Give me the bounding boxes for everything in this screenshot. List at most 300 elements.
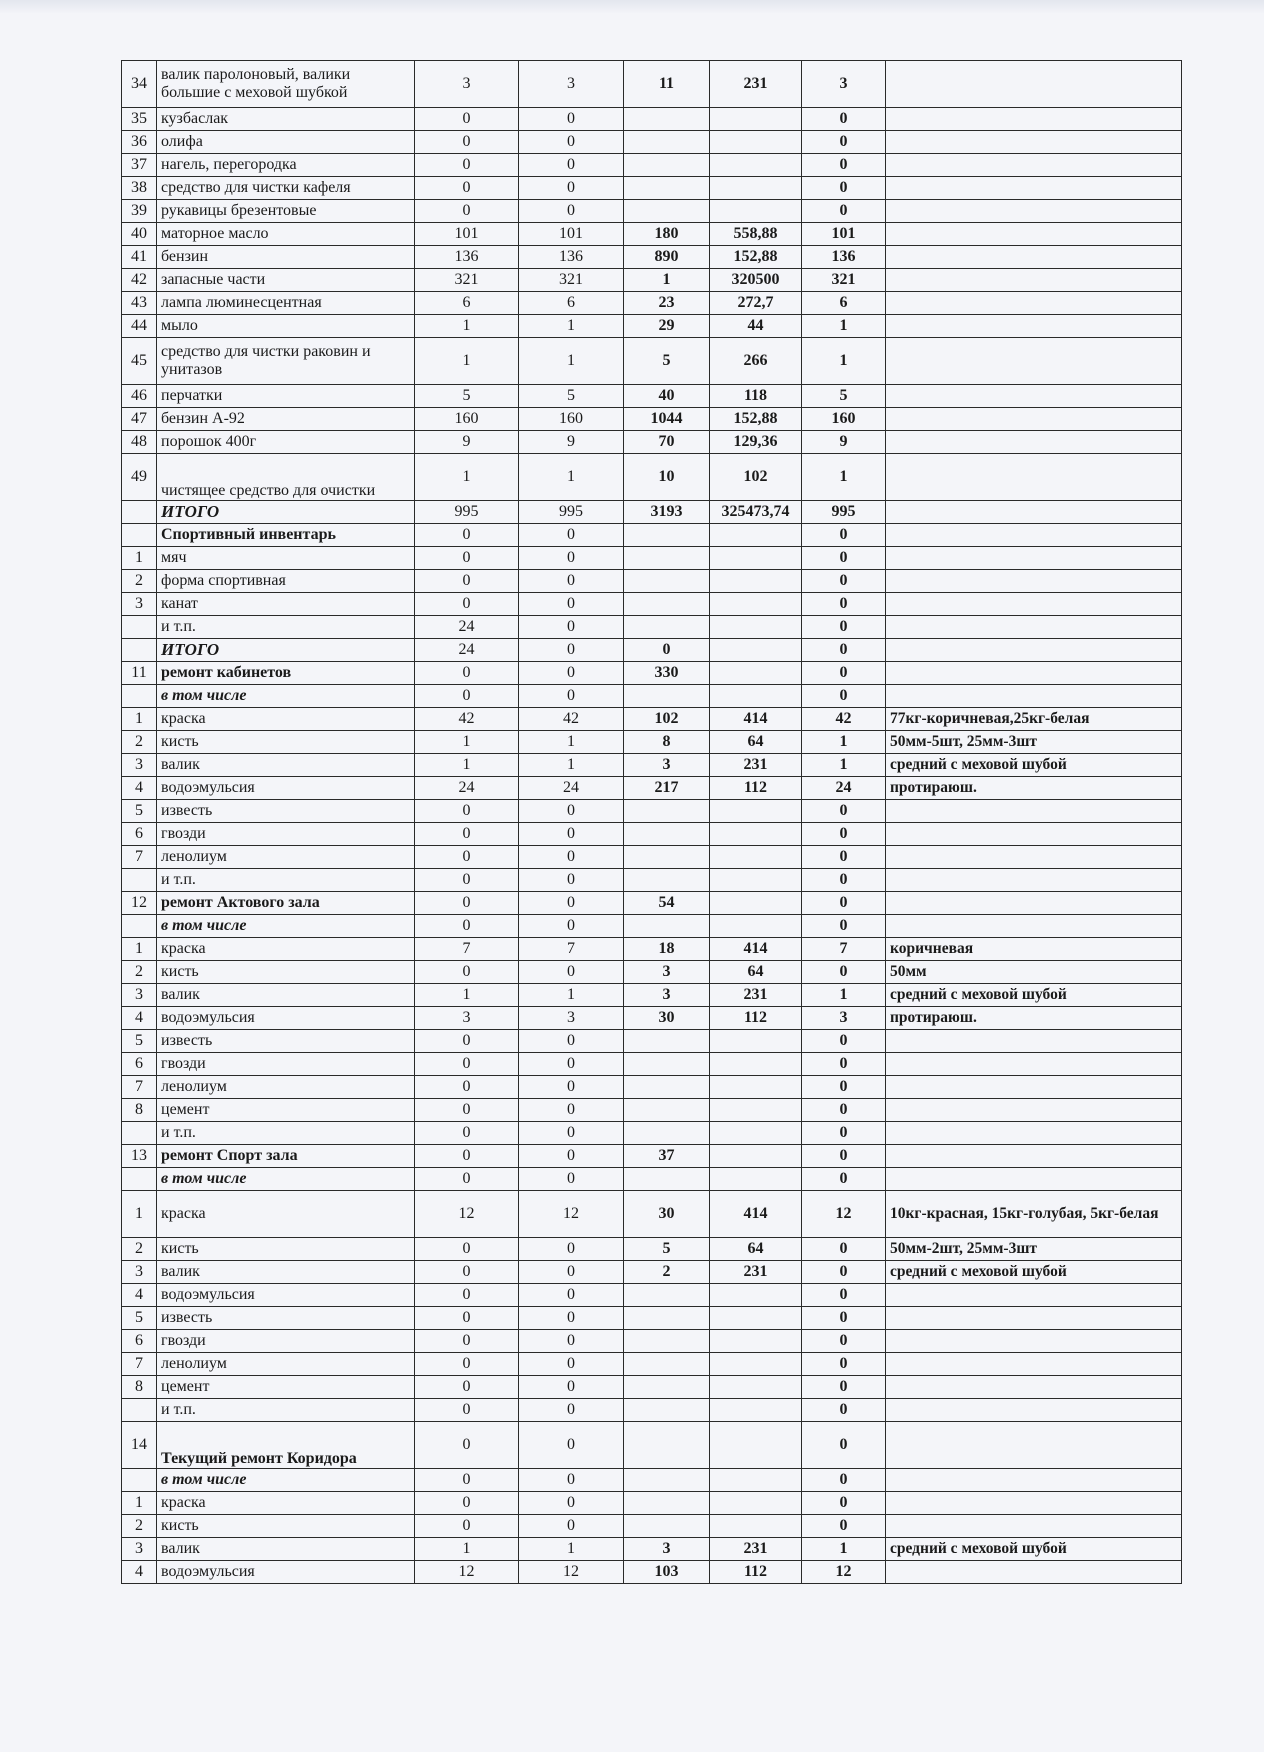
price-cell: 231	[710, 984, 802, 1007]
note-cell	[886, 108, 1182, 131]
row-number-cell: 8	[122, 1099, 157, 1122]
qty-2-cell: 0	[519, 154, 624, 177]
amount-cell	[624, 616, 710, 639]
table-row	[122, 1030, 1182, 1053]
amount-cell: 3193	[624, 501, 710, 524]
note-cell	[886, 1284, 1182, 1307]
result-cell: 3	[802, 61, 886, 108]
table-row	[122, 593, 1182, 616]
result-cell: 1	[802, 754, 886, 777]
table-row	[122, 938, 1182, 961]
result-cell: 136	[802, 246, 886, 269]
item-name-cell: гвозди	[157, 1330, 415, 1353]
amount-cell: 217	[624, 777, 710, 800]
subheader-row	[122, 915, 1182, 938]
price-cell: 320500	[710, 269, 802, 292]
table-row	[122, 108, 1182, 131]
table-row	[122, 246, 1182, 269]
price-cell: 112	[710, 777, 802, 800]
qty-cell: 6	[415, 292, 519, 315]
qty-2-cell: 1	[519, 338, 624, 385]
item-name-cell: валик	[157, 984, 415, 1007]
qty-cell: 0	[415, 108, 519, 131]
amount-cell	[624, 1284, 710, 1307]
table-row	[122, 869, 1182, 892]
result-cell: 0	[802, 108, 886, 131]
qty-cell: 0	[415, 547, 519, 570]
note-cell	[886, 1561, 1182, 1584]
item-name-cell: ленолиум	[157, 1076, 415, 1099]
note-cell: средний с меховой шубой	[886, 754, 1182, 777]
price-cell	[710, 869, 802, 892]
qty-2-cell: 0	[519, 1053, 624, 1076]
note-cell	[886, 246, 1182, 269]
result-cell: 1	[802, 1538, 886, 1561]
result-cell: 12	[802, 1191, 886, 1238]
price-cell	[710, 200, 802, 223]
qty-cell: 7	[415, 938, 519, 961]
result-cell: 6	[802, 292, 886, 315]
note-cell	[886, 869, 1182, 892]
note-cell	[886, 846, 1182, 869]
price-cell: 112	[710, 1561, 802, 1584]
inventory-table	[121, 60, 1182, 1584]
note-cell	[886, 1307, 1182, 1330]
result-cell: 101	[802, 223, 886, 246]
row-number-cell: 1	[122, 1492, 157, 1515]
qty-2-cell: 0	[519, 570, 624, 593]
price-cell: 414	[710, 708, 802, 731]
price-cell: 414	[710, 1191, 802, 1238]
table-row	[122, 1376, 1182, 1399]
item-name-cell: известь	[157, 1307, 415, 1330]
table-row	[122, 800, 1182, 823]
section-row	[122, 524, 1182, 547]
qty-cell: 24	[415, 616, 519, 639]
row-number-cell: 1	[122, 547, 157, 570]
table-row	[122, 754, 1182, 777]
row-number-cell: 3	[122, 1261, 157, 1284]
note-cell	[886, 223, 1182, 246]
qty-cell: 1	[415, 754, 519, 777]
qty-cell: 1	[415, 984, 519, 1007]
amount-cell	[624, 869, 710, 892]
table-row	[122, 1099, 1182, 1122]
table-row	[122, 177, 1182, 200]
note-cell	[886, 1030, 1182, 1053]
row-number-cell: 8	[122, 1376, 157, 1399]
qty-cell: 0	[415, 1469, 519, 1492]
result-cell: 0	[802, 1307, 886, 1330]
qty-2-cell: 0	[519, 1469, 624, 1492]
qty-2-cell: 0	[519, 1399, 624, 1422]
note-cell	[886, 501, 1182, 524]
note-cell	[886, 547, 1182, 570]
qty-2-cell: 12	[519, 1191, 624, 1238]
row-number-cell	[122, 639, 157, 662]
result-cell: 0	[802, 1422, 886, 1469]
item-name-cell: ИТОГО	[157, 639, 415, 662]
qty-cell: 0	[415, 524, 519, 547]
item-name-cell: гвозди	[157, 823, 415, 846]
amount-cell	[624, 685, 710, 708]
item-name-cell: краска	[157, 708, 415, 731]
price-cell	[710, 1399, 802, 1422]
table-row	[122, 1053, 1182, 1076]
qty-cell: 42	[415, 708, 519, 731]
amount-cell: 3	[624, 754, 710, 777]
total-row	[122, 501, 1182, 524]
note-cell	[886, 61, 1182, 108]
item-name-cell: форма спортивная	[157, 570, 415, 593]
table-row	[122, 846, 1182, 869]
qty-2-cell: 0	[519, 1145, 624, 1168]
result-cell: 0	[802, 685, 886, 708]
item-name-cell: кисть	[157, 961, 415, 984]
note-cell	[886, 454, 1182, 501]
qty-cell: 1	[415, 731, 519, 754]
table-row	[122, 777, 1182, 800]
item-name-cell: Текущий ремонт Коридора	[157, 1422, 415, 1469]
note-cell	[886, 131, 1182, 154]
qty-cell: 1	[415, 315, 519, 338]
result-cell: 0	[802, 1469, 886, 1492]
row-number-cell: 4	[122, 777, 157, 800]
row-number-cell: 37	[122, 154, 157, 177]
item-name-cell: нагель, перегородка	[157, 154, 415, 177]
result-cell: 0	[802, 524, 886, 547]
result-cell: 0	[802, 547, 886, 570]
qty-cell: 0	[415, 662, 519, 685]
note-cell: средний с меховой шубой	[886, 1261, 1182, 1284]
price-cell	[710, 1469, 802, 1492]
item-name-cell: чистящее средство для очистки	[157, 454, 415, 501]
row-number-cell	[122, 915, 157, 938]
price-cell: 272,7	[710, 292, 802, 315]
qty-cell: 0	[415, 1076, 519, 1099]
qty-2-cell: 7	[519, 938, 624, 961]
price-cell	[710, 1422, 802, 1469]
table-row	[122, 1238, 1182, 1261]
row-number-cell: 14	[122, 1422, 157, 1469]
amount-cell	[624, 1307, 710, 1330]
qty-cell: 0	[415, 1099, 519, 1122]
price-cell	[710, 570, 802, 593]
item-name-cell: маторное масло	[157, 223, 415, 246]
amount-cell	[624, 1469, 710, 1492]
item-name-cell: мыло	[157, 315, 415, 338]
table-row	[122, 1191, 1182, 1238]
result-cell: 0	[802, 639, 886, 662]
table-row	[122, 431, 1182, 454]
result-cell: 0	[802, 961, 886, 984]
row-number-cell: 11	[122, 662, 157, 685]
result-cell: 0	[802, 1030, 886, 1053]
qty-cell: 0	[415, 1376, 519, 1399]
note-cell	[886, 823, 1182, 846]
price-cell	[710, 131, 802, 154]
item-name-cell: кисть	[157, 1238, 415, 1261]
note-cell	[886, 177, 1182, 200]
row-number-cell: 42	[122, 269, 157, 292]
result-cell: 1	[802, 454, 886, 501]
qty-cell: 995	[415, 501, 519, 524]
price-cell: 414	[710, 938, 802, 961]
price-cell	[710, 685, 802, 708]
result-cell: 0	[802, 200, 886, 223]
item-name-cell: лампа люминесцентная	[157, 292, 415, 315]
result-cell: 0	[802, 1284, 886, 1307]
table-row	[122, 547, 1182, 570]
amount-cell	[624, 1099, 710, 1122]
item-name-cell: кисть	[157, 731, 415, 754]
price-cell	[710, 915, 802, 938]
row-number-cell: 49	[122, 454, 157, 501]
price-cell	[710, 1030, 802, 1053]
qty-2-cell: 160	[519, 408, 624, 431]
amount-cell: 2	[624, 1261, 710, 1284]
item-name-cell: валик	[157, 1261, 415, 1284]
result-cell: 0	[802, 616, 886, 639]
qty-cell: 9	[415, 431, 519, 454]
row-number-cell: 45	[122, 338, 157, 385]
amount-cell: 103	[624, 1561, 710, 1584]
price-cell: 44	[710, 315, 802, 338]
qty-2-cell: 1	[519, 1538, 624, 1561]
qty-cell: 0	[415, 1399, 519, 1422]
note-cell	[886, 269, 1182, 292]
qty-cell: 0	[415, 570, 519, 593]
amount-cell: 54	[624, 892, 710, 915]
item-name-cell: ИТОГО	[157, 501, 415, 524]
result-cell: 0	[802, 1330, 886, 1353]
subheader-row	[122, 1469, 1182, 1492]
qty-cell: 12	[415, 1191, 519, 1238]
result-cell: 0	[802, 1376, 886, 1399]
qty-2-cell: 0	[519, 685, 624, 708]
row-number-cell: 5	[122, 1030, 157, 1053]
table-row	[122, 1561, 1182, 1584]
price-cell	[710, 524, 802, 547]
qty-2-cell: 0	[519, 131, 624, 154]
table-row	[122, 1492, 1182, 1515]
result-cell: 0	[802, 570, 886, 593]
row-number-cell: 4	[122, 1284, 157, 1307]
result-cell: 42	[802, 708, 886, 731]
qty-2-cell: 12	[519, 1561, 624, 1584]
price-cell: 152,88	[710, 246, 802, 269]
row-number-cell: 43	[122, 292, 157, 315]
qty-2-cell: 1	[519, 454, 624, 501]
qty-cell: 0	[415, 1168, 519, 1191]
qty-cell: 0	[415, 892, 519, 915]
note-cell	[886, 338, 1182, 385]
note-cell	[886, 1492, 1182, 1515]
item-name-cell: известь	[157, 1030, 415, 1053]
note-cell	[886, 1422, 1182, 1469]
amount-cell	[624, 823, 710, 846]
row-number-cell: 46	[122, 385, 157, 408]
amount-cell	[624, 1422, 710, 1469]
price-cell	[710, 1376, 802, 1399]
subheader-row	[122, 1168, 1182, 1191]
row-number-cell	[122, 501, 157, 524]
note-cell	[886, 892, 1182, 915]
amount-cell: 5	[624, 1238, 710, 1261]
note-cell	[886, 593, 1182, 616]
result-cell: 0	[802, 131, 886, 154]
qty-cell: 0	[415, 869, 519, 892]
note-cell	[886, 1515, 1182, 1538]
row-number-cell: 7	[122, 846, 157, 869]
result-cell: 0	[802, 177, 886, 200]
qty-cell: 0	[415, 1422, 519, 1469]
item-name-cell: гвозди	[157, 1053, 415, 1076]
result-cell: 995	[802, 501, 886, 524]
item-name-cell: кисть	[157, 1515, 415, 1538]
price-cell: 325473,74	[710, 501, 802, 524]
note-cell	[886, 200, 1182, 223]
result-cell: 3	[802, 1007, 886, 1030]
qty-2-cell: 3	[519, 1007, 624, 1030]
qty-2-cell: 3	[519, 61, 624, 108]
note-cell	[886, 800, 1182, 823]
amount-cell	[624, 593, 710, 616]
result-cell: 0	[802, 1238, 886, 1261]
result-cell: 9	[802, 431, 886, 454]
item-name-cell: рукавицы брезентовые	[157, 200, 415, 223]
qty-2-cell: 0	[519, 1353, 624, 1376]
price-cell	[710, 1284, 802, 1307]
price-cell: 64	[710, 731, 802, 754]
total-row	[122, 639, 1182, 662]
item-name-cell: и т.п.	[157, 869, 415, 892]
qty-2-cell: 0	[519, 108, 624, 131]
qty-2-cell: 0	[519, 869, 624, 892]
note-cell	[886, 570, 1182, 593]
table-row	[122, 1307, 1182, 1330]
price-cell	[710, 846, 802, 869]
price-cell	[710, 1515, 802, 1538]
price-cell	[710, 800, 802, 823]
qty-cell: 0	[415, 1261, 519, 1284]
result-cell: 0	[802, 800, 886, 823]
note-cell: 10кг-красная, 15кг-голубая, 5кг-белая	[886, 1191, 1182, 1238]
price-cell	[710, 593, 802, 616]
row-number-cell: 39	[122, 200, 157, 223]
note-cell	[886, 1469, 1182, 1492]
qty-2-cell: 0	[519, 1030, 624, 1053]
table-row	[122, 292, 1182, 315]
table-row	[122, 269, 1182, 292]
result-cell: 160	[802, 408, 886, 431]
item-name-cell: цемент	[157, 1099, 415, 1122]
note-cell	[886, 385, 1182, 408]
qty-2-cell: 0	[519, 1284, 624, 1307]
scan-edge	[0, 0, 1264, 14]
amount-cell	[624, 1330, 710, 1353]
qty-2-cell: 0	[519, 892, 624, 915]
table-row	[122, 408, 1182, 431]
item-name-cell: Спортивный инвентарь	[157, 524, 415, 547]
item-name-cell: и т.п.	[157, 616, 415, 639]
note-cell	[886, 1099, 1182, 1122]
qty-2-cell: 6	[519, 292, 624, 315]
table-row	[122, 1353, 1182, 1376]
table-row	[122, 616, 1182, 639]
qty-2-cell: 42	[519, 708, 624, 731]
qty-cell: 0	[415, 846, 519, 869]
price-cell	[710, 1330, 802, 1353]
row-number-cell: 13	[122, 1145, 157, 1168]
amount-cell: 10	[624, 454, 710, 501]
amount-cell	[624, 108, 710, 131]
qty-cell: 0	[415, 961, 519, 984]
table-row	[122, 315, 1182, 338]
price-cell: 231	[710, 1538, 802, 1561]
item-name-cell: средство для чистки раковин и унитазов	[157, 338, 415, 385]
qty-cell: 0	[415, 1238, 519, 1261]
qty-2-cell: 24	[519, 777, 624, 800]
price-cell	[710, 1492, 802, 1515]
qty-2-cell: 0	[519, 1076, 624, 1099]
note-cell	[886, 1122, 1182, 1145]
amount-cell: 3	[624, 984, 710, 1007]
qty-cell: 0	[415, 1492, 519, 1515]
note-cell	[886, 408, 1182, 431]
amount-cell	[624, 1168, 710, 1191]
item-name-cell: мяч	[157, 547, 415, 570]
result-cell: 0	[802, 846, 886, 869]
table-row	[122, 1399, 1182, 1422]
price-cell	[710, 616, 802, 639]
row-number-cell: 2	[122, 731, 157, 754]
row-number-cell: 1	[122, 1191, 157, 1238]
price-cell: 64	[710, 1238, 802, 1261]
row-number-cell: 40	[122, 223, 157, 246]
qty-2-cell: 0	[519, 616, 624, 639]
item-name-cell: в том числе	[157, 1469, 415, 1492]
amount-cell: 3	[624, 961, 710, 984]
qty-cell: 136	[415, 246, 519, 269]
note-cell: 50мм	[886, 961, 1182, 984]
result-cell: 0	[802, 1492, 886, 1515]
table-row	[122, 823, 1182, 846]
result-cell: 0	[802, 1515, 886, 1538]
row-number-cell: 35	[122, 108, 157, 131]
row-number-cell	[122, 616, 157, 639]
table-row	[122, 731, 1182, 754]
amount-cell: 11	[624, 61, 710, 108]
qty-2-cell: 0	[519, 1238, 624, 1261]
amount-cell	[624, 1515, 710, 1538]
price-cell	[710, 1353, 802, 1376]
amount-cell: 180	[624, 223, 710, 246]
price-cell: 266	[710, 338, 802, 385]
table-row	[122, 154, 1182, 177]
item-name-cell: краска	[157, 938, 415, 961]
amount-cell	[624, 1399, 710, 1422]
price-cell	[710, 1307, 802, 1330]
qty-2-cell: 0	[519, 524, 624, 547]
row-number-cell: 2	[122, 1238, 157, 1261]
qty-2-cell: 0	[519, 1330, 624, 1353]
item-name-cell: запасные части	[157, 269, 415, 292]
item-name-cell: валик	[157, 754, 415, 777]
amount-cell: 30	[624, 1191, 710, 1238]
price-cell	[710, 1099, 802, 1122]
price-cell: 102	[710, 454, 802, 501]
